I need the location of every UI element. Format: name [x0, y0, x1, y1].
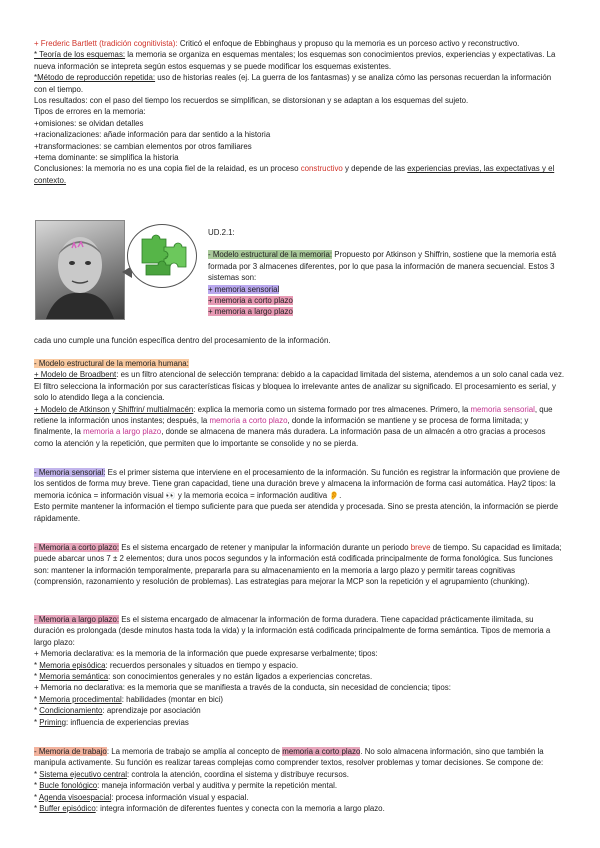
largo-label: - Memoria a largo plazo:	[34, 615, 120, 624]
error-item: +racionalizaciones: añade información para dar sentido a la historia	[34, 130, 271, 140]
sensorial-paragraph: - Memoria sensorial: Es el primer sistema que interviene en el procesamiento de la información. Su función es registrar la información que proviene de los sentidos de forma muy breve. Tiene gran capacidad, tiene una duración breve y almacena la información de forma casi automática. Hay2 tipos: la memoria icónica = información visual 👀 y la memoria ecoica = información auditiva 👂.	[34, 468, 560, 500]
humana-title: - Modelo estructural de la memoria humana:	[34, 359, 189, 368]
method-paragraph: *Método de reproducción repetida: uso de historias reales (ej. La guerra de los fantasmas) y se analiza cómo las personas recuerdan la información con el tiempo.	[34, 73, 552, 94]
trabajo-item: * Agenda visoespacial: procesa información visual y espacial.	[34, 792, 249, 802]
broadbent-label: + Modelo de Broadbent	[34, 370, 117, 380]
humana-section	[34, 358, 566, 449]
declarativa-line: + Memoria declarativa: es la memoria de la información que puede expresarse verbalmente; tipos:	[34, 649, 378, 659]
sensorial-section	[34, 467, 566, 524]
corto-section	[34, 542, 566, 588]
trabajo-label: - Memoria de trabajo	[34, 747, 107, 756]
error-item: +tema dominante: se simplifica la historia	[34, 153, 179, 163]
model-paragraph: - Modelo estructural de la memoria: Propuesto por Atkinson y Shiffrin, sostiene que la memoria está formada por 3 almacenes diferentes, por lo que pasa la información de manera secuencial. Estos 3 sistemas son:	[208, 250, 557, 283]
bartlett-heading: + Frederic Bartlett (tradición cognitivista):	[34, 39, 178, 48]
ear-icon: 👂	[329, 490, 340, 500]
system-item: + memoria sensorial	[208, 284, 280, 294]
schema-paragraph: * Teoría de los esquemas: la memoria se organiza en esquemas mentales; los esquemas son conocimientos previos, experiencias y expectativas. La nueva información se intepreta según estos esquemas y se puede modificar los esquemas existentes.	[34, 50, 556, 71]
sensorial-label: - Memoria sensorial:	[34, 468, 106, 477]
error-item: +transformaciones: se cambian elementos por otros familiares	[34, 141, 252, 151]
system-item: + memoria a corto plazo	[208, 296, 293, 306]
condicionamiento-line: * Condicionamiento: aprendizaje por asociación	[34, 706, 201, 716]
portrait-photo	[35, 220, 125, 320]
results-paragraph: Los resultados: con el paso del tiempo los recuerdos se simplifican, se distorsionan y se adaptan a los esquemas del sujeto.	[34, 96, 469, 106]
no-declarativa-line: + Memoria no declarativa: es la memoria que se manifiesta a través de la conducta, sin necesidad de conciencia; tipos:	[34, 683, 451, 693]
largo-paragraph: - Memoria a largo plazo: Es el sistema encargado de almacenar la información de forma duradera. Tiene capacidad prácticamente ilimitada, su duración es prolongada (desde minutos hasta toda la vida) y la información está codificada principalmente de forma semántica. Tipos de memoria a largo plazo:	[34, 615, 551, 647]
semantica-line: * Memoria semántica: son conocimientos generales y no están ligados a experiencias concretas.	[34, 672, 373, 682]
ud-section	[208, 227, 570, 318]
error-item: +omisiones: se olvidan detalles	[34, 118, 144, 128]
thought-bubble	[127, 224, 197, 288]
system-item: + memoria a largo plazo	[208, 307, 293, 317]
corto-paragraph: - Memoria a corto plazo: Es el sistema encargado de retener y manipular la información durante un periodo breve de tiempo. Su capacidad es limitada; puede abarcar unos 7 ± 2 elementos; dura unos pocos segundos y la información está codificada principalmente de forma fonológica. Sus funciones son: mantener la información temporalmente, prepararla para su almacenamiento en la memoria a largo plazo y permitir tareas cognitivas (comprensión, razonamiento y resolución de problemas). Las estrategias para mejorar la MCP son la repetición y el agrupamiento (chunking).	[34, 543, 562, 587]
ud-title: UD.2.1:	[208, 228, 235, 237]
trabajo-item: * Bucle fonológico: maneja información verbal y auditiva y permite la repetición mental.	[34, 781, 338, 791]
procedimental-line: * Memoria procedimental: habilidades (montar en bici)	[34, 694, 224, 704]
sensorial-paragraph-2: Esto permite mantener la información el tiempo suficiente para que pueda ser atendida y procesada. Sino se presta atención, la información se pierde rápidamente.	[34, 502, 559, 523]
trabajo-section	[34, 746, 566, 814]
priming-line: * Priming: influencia de experiencias previas	[34, 717, 189, 727]
trabajo-item: * Buffer episódico: integra información de diferentes fuentes y conecta con la memoria a largo plazo.	[34, 804, 385, 814]
portrait-illustration	[36, 221, 124, 319]
puzzle-icon	[128, 225, 196, 287]
atkinson-label: + Modelo de Atkinson y Shiffrin/ multialmacén	[34, 404, 194, 414]
method-label: *Método de reproducción repetida:	[34, 73, 156, 83]
model-label: - Modelo estructural de la memoria:	[208, 250, 333, 260]
schema-label: * Teoría de los esquemas:	[34, 50, 126, 60]
errors-title: Tipos de errores en la memoria:	[34, 107, 146, 117]
corto-label: - Memoria a corto plazo:	[34, 543, 120, 552]
trabajo-paragraph: - Memoria de trabajo: La memoria de trabajo se amplía al concepto de memoria a corto plazo. No solo almacena información, sino que también la manipula activamente. Su función es realizar tareas complejas como comprender textos, resolver problemas y tomar decisiones. Se compone de:	[34, 747, 544, 768]
cada-paragraph: cada uno cumple una función específica dentro del procesamiento de la información.	[34, 336, 331, 345]
largo-section	[34, 614, 566, 728]
bartlett-section	[34, 38, 566, 186]
conclusions-paragraph: Conclusiones: la memoria no es una copia fiel de la relaidad, es un proceso constructivo y depende de las experiencias previas, las expectativas y el contexto.	[34, 164, 555, 185]
atkinson-paragraph: + Modelo de Atkinson y Shiffrin/ multialmacén: explica la memoria como un sistema formado por tres almacenes. Primero, la memoria sensorial, que retiene la información unos instantes; después, la memoria a corto plazo, donde la información se mantiene y se procesa de forma limitada; y finalmente, la memoria a largo plazo, donde se almacena de manera más duradera. La información pasa de un almacén a otro gracias a procesos como la atención y la repetición, que permiten que lo importante se consolide y no se pierda.	[34, 404, 553, 448]
trabajo-item: * Sistema ejecutivo central: controla la atención, coordina el sistema y distribuye recursos.	[34, 769, 349, 779]
broadbent-paragraph: + Modelo de Broadbent: es un filtro atencional de selección temprana: debido a la capacidad limitada del sistema, atendemos a un solo canal cada vez. El filtro selecciona la información por sus características físicas y bloquea lo irrelevante antes de analizar su significado. El procesamiento es serial, y solo lo atendido llega a la conciencia.	[34, 370, 565, 403]
eyes-icon: 👀	[165, 490, 176, 500]
episodica-line: * Memoria episódica: recuerdos personales y situados en tiempo y espacio.	[34, 660, 299, 670]
bartlett-intro: + Frederic Bartlett (tradición cognitivista): Criticó el enfoque de Ebbinghaus y propuso qu la memoria es un porceso activo y reconstructivo.	[34, 39, 520, 48]
